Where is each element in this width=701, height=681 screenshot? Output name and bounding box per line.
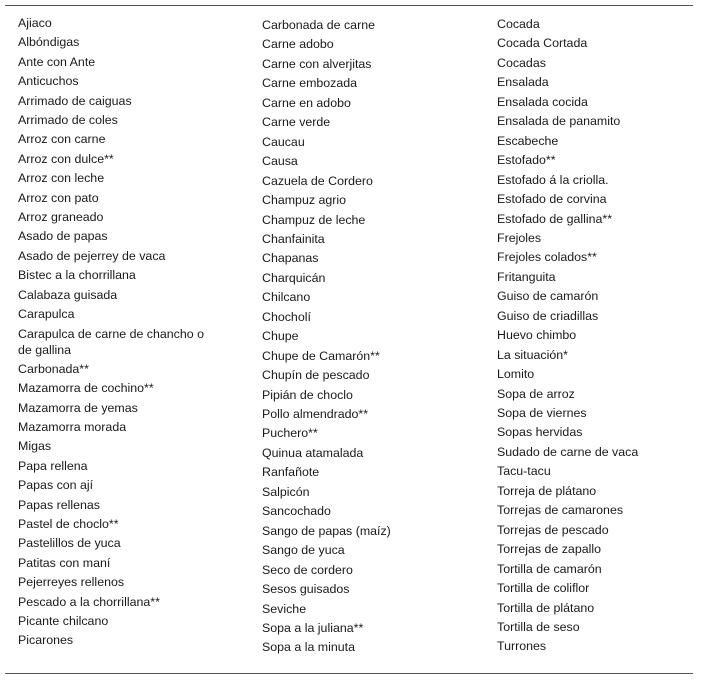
dish-item: Ante con Ante bbox=[18, 54, 96, 69]
dish-item: Chupe bbox=[262, 329, 299, 344]
dish-item: Puchero** bbox=[262, 426, 318, 441]
dish-item: Sopa de arroz bbox=[497, 386, 575, 401]
dish-item: Papa rellena bbox=[18, 458, 88, 473]
dish-item: Pescado a la chorrillana** bbox=[18, 594, 160, 609]
dish-item: Calabaza guisada bbox=[18, 287, 118, 302]
dish-item: Picarones bbox=[18, 633, 74, 648]
dish-item: Chocholí bbox=[262, 309, 311, 324]
dish-item: Patitas con maní bbox=[18, 555, 111, 570]
dish-item: Ensalada bbox=[497, 75, 549, 90]
dish-item: Cocada bbox=[497, 17, 540, 31]
dish-item: Escabeche bbox=[497, 133, 559, 148]
dish-item: Bistec a la chorrillana bbox=[18, 268, 136, 283]
dish-item: Arroz con leche bbox=[18, 171, 105, 186]
dish-item: Mazamorra de cochino** bbox=[18, 381, 154, 396]
dish-item: Sopa a la juliana** bbox=[262, 620, 364, 635]
dish-item: Papas rellenas bbox=[18, 497, 100, 512]
dish-item: Huevo chimbo bbox=[497, 328, 577, 343]
dish-item: Pastel de choclo** bbox=[18, 517, 119, 531]
dish-item: Chupín de pescado bbox=[262, 368, 370, 383]
dish-item: Caucau bbox=[262, 134, 305, 149]
dish-item: Champuz de leche bbox=[262, 212, 366, 227]
dish-item: La situación* bbox=[497, 347, 568, 362]
dish-item: Torrejas de pescado bbox=[497, 522, 609, 537]
dish-item: Carbonada** bbox=[18, 361, 89, 376]
dish-item: Mazamorra morada bbox=[18, 420, 127, 434]
dish-item: Estofado á la criolla. bbox=[497, 172, 609, 187]
dish-item: Carne verde bbox=[262, 115, 331, 130]
dish-item: Ajiaco bbox=[18, 16, 52, 30]
dish-item: Ensalada cocida bbox=[497, 94, 588, 109]
dish-item: Charquicán bbox=[262, 270, 326, 285]
dish-item: Champuz agrio bbox=[262, 193, 347, 208]
dish-item: Quinua atamalada bbox=[262, 445, 364, 460]
dish-item: Carbonada de carne bbox=[262, 18, 375, 32]
dish-item: Estofado de corvina bbox=[497, 192, 607, 207]
dish-item: Carne con alverjitas bbox=[262, 56, 372, 71]
dish-item: Cocadas bbox=[497, 55, 546, 70]
dish-item: Arroz con dulce** bbox=[18, 151, 114, 166]
dish-item: Sesos guisados bbox=[262, 582, 350, 597]
dish-item: Lomito bbox=[497, 367, 535, 382]
dish-item: Ranfañote bbox=[262, 465, 320, 480]
dish-item: Cocada Cortada bbox=[497, 36, 588, 51]
dish-item: Mazamorra de yemas bbox=[18, 400, 138, 415]
dish-item: Carne en adobo bbox=[262, 95, 351, 110]
dish-item: Sango de papas (maíz) bbox=[262, 523, 391, 538]
dish-item: Migas bbox=[18, 439, 52, 454]
dish-item: Tortilla de plátano bbox=[497, 600, 595, 615]
dish-item: Pastelillos de yuca bbox=[18, 536, 121, 551]
dish-item: Albóndigas bbox=[18, 35, 80, 50]
dish-item: Carne embozada bbox=[262, 76, 358, 91]
dish-item: Arrimado de coles bbox=[18, 113, 118, 127]
dish-item: Frejoles bbox=[497, 230, 542, 245]
dish-item: Arroz con carne bbox=[18, 132, 106, 147]
dish-item: Anticuchos bbox=[18, 74, 79, 89]
dish-item: Cazuela de Cordero bbox=[262, 173, 373, 188]
bottom-rule bbox=[5, 673, 693, 674]
dish-item: Frejoles colados** bbox=[497, 250, 597, 265]
dish-item: Tortilla de seso bbox=[497, 619, 580, 634]
dish-item: Chapanas bbox=[262, 251, 319, 266]
dish-item: Chilcano bbox=[262, 290, 311, 305]
top-rule bbox=[5, 5, 693, 6]
dish-item: Torreja de plátano bbox=[497, 483, 597, 498]
dish-item: Tortilla de camarón bbox=[497, 561, 602, 576]
dish-item: Chupe de Camarón** bbox=[262, 348, 380, 363]
dish-item: Papas con ají bbox=[18, 478, 94, 493]
dish-item: Estofado de gallina** bbox=[497, 211, 613, 226]
dish-item: Picante chilcano bbox=[18, 614, 109, 628]
dish-item: Tacu-tacu bbox=[497, 464, 551, 479]
dish-item: Seco de cordero bbox=[262, 562, 353, 577]
dish-item: Fritanguita bbox=[497, 269, 556, 284]
dish-item: Torrejas de camarones bbox=[497, 503, 624, 518]
dish-item: Carapulca bbox=[18, 307, 75, 321]
dish-item: Seviche bbox=[262, 601, 307, 616]
dish-item: Sopa a la minuta bbox=[262, 640, 355, 655]
dish-item: Sudado de carne de vaca bbox=[497, 444, 639, 459]
dish-item: Asado de pejerrey de vaca bbox=[18, 248, 166, 263]
dish-item: Chanfainita bbox=[262, 231, 325, 246]
dish-item: Guiso de criadillas bbox=[497, 308, 599, 323]
dish-item: Torrejas de zapallo bbox=[497, 542, 602, 557]
dish-item: Sango de yuca bbox=[262, 543, 345, 558]
dish-item: Carne adobo bbox=[262, 37, 334, 52]
dish-item: Carapulca de carne de chancho o de gallina bbox=[18, 327, 204, 358]
dish-item: Ensalada de panamito bbox=[497, 114, 621, 129]
dish-item: Estofado** bbox=[497, 153, 556, 168]
dish-item: Arrimado de caiguas bbox=[18, 93, 132, 108]
dish-item: Pejerreyes rellenos bbox=[18, 575, 125, 590]
dish-item: Guiso de camarón bbox=[497, 289, 599, 304]
dish-item: Arroz con pato bbox=[18, 190, 99, 205]
dish-item: Sopas hervidas bbox=[497, 425, 583, 440]
dish-item: Causa bbox=[262, 154, 298, 169]
dish-item: Tortilla de coliflor bbox=[497, 581, 590, 596]
dish-item: Sancochado bbox=[262, 504, 331, 519]
dish-item: Salpicón bbox=[262, 484, 310, 499]
dish-item: Pipián de choclo bbox=[262, 387, 353, 402]
dish-item: Pollo almendrado** bbox=[262, 407, 369, 421]
dish-item: Asado de papas bbox=[18, 229, 108, 244]
dish-item: Turrones bbox=[497, 639, 547, 654]
dish-item: Sopa de viernes bbox=[497, 406, 587, 420]
dish-item: Arroz graneado bbox=[18, 210, 104, 224]
